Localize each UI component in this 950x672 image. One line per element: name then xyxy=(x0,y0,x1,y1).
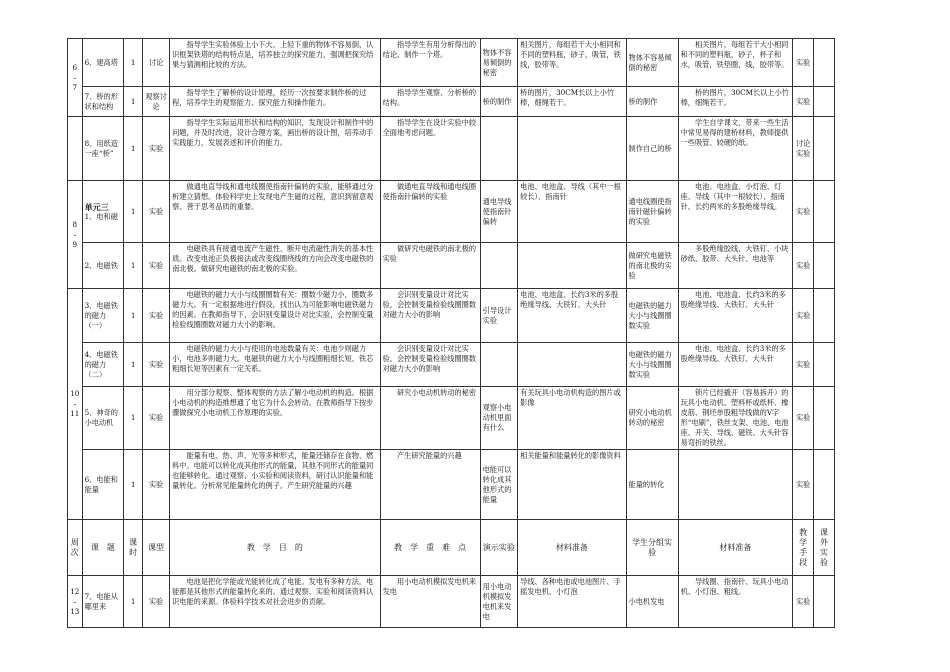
type-cell-text: 实验 xyxy=(148,260,164,270)
title-cell-text: 6、电能和能量 xyxy=(84,474,118,494)
key-cell xyxy=(380,387,480,450)
hours-cell xyxy=(124,181,143,243)
goal-cell-text: 指导学生实验体验上小下大、上轻下重的物体不容易倒，认识框架铁塔的结构特点是，培养独立的探究能力，强调把探究结果与猜测相比较的方法。 xyxy=(172,40,374,69)
group-mat-cell-text: 锁片已经撬开（容易拆开）的玩具小电动机、塑料杯或纸杯、橡皮筋、钢坯单股粗导线做的V字形“电刷”，铁丝支架、电池、电池座、开关、导线、磁铁、大头针容易弯折的铁丝。 xyxy=(680,388,789,447)
extra-cell xyxy=(814,576,835,628)
demo-mat-cell-text: 相关能量和能量转化的影像资料 xyxy=(520,451,621,460)
group-cell xyxy=(626,387,678,450)
demo-cell-text: 用小电动机模拟发电机来发电 xyxy=(482,581,512,621)
key-cell-text: 指导学生在设计实验中较全面地考虑问题。 xyxy=(382,118,477,137)
title-cell xyxy=(82,117,124,181)
group-mat-cell-text: 相关图片，每组若干大小相同和不同的塑料瓶，砂子，杯子和水，吸管，铁垫圈，线，胶带等。 xyxy=(680,40,789,69)
title-cell-text: 3、电磁铁的磁力（一） xyxy=(84,300,118,330)
key-cell xyxy=(380,39,480,87)
table-row xyxy=(68,181,835,243)
hours-cell-text: 1 xyxy=(130,596,136,606)
week-cell-text: 10 – 11 xyxy=(70,389,80,418)
header-extra xyxy=(814,520,835,576)
demo-mat-cell-text: 导线、各种电池或电池图片、手摇发电机、小灯泡 xyxy=(520,577,621,596)
goal-cell-text: 指导学生了解桥的设计原理，经历一次按要求制作桥的过程，培养学生的观察能力、探究能力和操作能力。 xyxy=(172,88,367,107)
key-cell-text: 会识别变量设计对比实验，会控制变量检验线圈圈数对磁力大小的影响 xyxy=(382,290,477,319)
hours-cell xyxy=(124,87,143,117)
type-cell-text: 实验 xyxy=(148,359,164,369)
group-cell xyxy=(626,39,678,87)
goal-cell xyxy=(170,181,381,243)
goal-cell xyxy=(170,289,381,343)
hours-cell-text: 1 xyxy=(130,310,136,320)
key-cell xyxy=(380,576,480,628)
demo-cell-text: 引导设计实验 xyxy=(482,305,512,325)
means-cell xyxy=(793,450,814,520)
extra-cell xyxy=(814,343,835,387)
header-demo xyxy=(480,520,518,576)
group-cell-text: 桥的制作 xyxy=(628,96,658,106)
group-mat-cell xyxy=(678,576,793,628)
goal-cell xyxy=(170,576,381,628)
extra-cell xyxy=(814,117,835,181)
means-cell-text: 实验 xyxy=(795,359,811,369)
demo-cell-text: 通电导线使指南针偏转 xyxy=(482,196,512,226)
group-cell xyxy=(626,576,678,628)
goal-cell-text: 电磁铁具有接通电流产生磁性、断开电流磁性消失的基本性质。改变电池正负极接法或改变线圈绕线的方向会改变电磁铁的南北极。做研究电磁铁的南北极的实验。 xyxy=(172,244,374,273)
title-cell xyxy=(82,450,124,520)
goal-cell xyxy=(170,117,381,181)
means-cell xyxy=(793,39,814,87)
hours-cell xyxy=(124,117,143,181)
header-demo-text: 演示实验 xyxy=(482,542,515,552)
group-mat-cell-text: 桥的图片，30CM长以上小竹棒，细绳若干。 xyxy=(680,88,789,107)
table-row xyxy=(68,87,835,117)
type-cell-text: 实验 xyxy=(148,310,164,320)
type-cell xyxy=(143,39,170,87)
demo-cell xyxy=(480,243,518,289)
means-cell-text: 实验 xyxy=(795,260,811,270)
goal-cell-text: 电磁铁的磁力大小与使用的电池数量有关：电池少则磁力小，电池多则磁力大。电磁铁的磁力大小与线圈粗细长短、铁芯粗细长短等因素有一定关系。 xyxy=(172,344,374,373)
type-cell xyxy=(143,117,170,181)
group-mat-cell-text: 电池、电池盒、小灯泡、灯座、导线（其中一根较长）、指南针、长约两米的多股绝缘导线。 xyxy=(680,182,785,211)
key-cell xyxy=(380,87,480,117)
hours-cell xyxy=(124,387,143,450)
header-type xyxy=(143,520,170,576)
group-mat-cell-text: 多股绝缘胶线、大铁钉、小块砂纸、胶带、大头针、电池等 xyxy=(680,244,789,263)
goal-cell-text: 能量有电、热、声、光等多种形式，能量还储存在食物、燃料中。电能可以转化成其他形式的能量，其他不同形式的能量同也能够转化。通过观察、小实验和阅读资料，研讨认识能量和能量转化。分析常见能量转化的例子。产生研究能量的兴趣 xyxy=(172,451,374,490)
extra-cell xyxy=(814,450,835,520)
header-key xyxy=(380,520,480,576)
hours-cell xyxy=(124,289,143,343)
demo-mat-cell-text: 桥的图片，30CM长以上小竹棒，细绳若干。 xyxy=(520,88,615,107)
type-cell-text: 讨论 xyxy=(148,57,164,67)
table-row xyxy=(68,243,835,289)
means-cell xyxy=(793,87,814,117)
hours-cell-text: 1 xyxy=(130,260,136,270)
demo-mat-cell-text: 相关图片，每组若干大小相同和不同的塑料瓶，砂子，吸管，铁线，胶带等。 xyxy=(520,40,621,69)
group-cell xyxy=(626,289,678,343)
demo-cell xyxy=(480,87,518,117)
group-cell xyxy=(626,87,678,117)
demo-mat-cell xyxy=(518,343,626,387)
group-mat-cell-text: 电池、电池盒、长约3米的多股绝缘导线、大铁钉、大头针 xyxy=(680,290,786,309)
group-mat-cell-text: 导线圈、指南针、玩具小电动机、小灯泡、粗线。 xyxy=(680,577,789,596)
hours-cell-text: 1 xyxy=(130,57,136,67)
header-hours xyxy=(124,520,143,576)
goal-cell-text: 指导学生实际运用形状和结构的知识，发现设计和制作中的问题，并及时改进，设计合理方案，画出桥的设计图，培养动手实践能力，发展表述和评价的能力。 xyxy=(172,118,374,147)
means-cell-text: 实验 xyxy=(795,310,811,320)
title-cell xyxy=(82,181,124,243)
title-cell xyxy=(82,243,124,289)
type-cell xyxy=(143,576,170,628)
key-cell xyxy=(380,343,480,387)
hours-cell-text: 1 xyxy=(130,143,136,153)
extra-cell xyxy=(814,181,835,243)
group-mat-cell-text: 学生自学课文，带来一些生活中常见易得的建桥材料，教师提供一些吸管、较硬的纸。 xyxy=(680,118,789,147)
header-goal xyxy=(170,520,381,576)
group-mat-cell xyxy=(678,39,793,87)
table-row xyxy=(68,343,835,387)
means-cell-text: 讨论实验 xyxy=(795,138,811,158)
group-mat-cell xyxy=(678,117,793,181)
week-cell-text: 6 – 7 xyxy=(72,62,78,92)
title-cell xyxy=(82,387,124,450)
header-week xyxy=(68,520,83,576)
type-cell xyxy=(143,181,170,243)
demo-cell xyxy=(480,576,518,628)
goal-cell xyxy=(170,87,381,117)
header-group xyxy=(626,520,678,576)
header-demo-mat-text: 材料准备 xyxy=(555,542,588,552)
group-cell-text: 做研究电磁铁的南北极的实验 xyxy=(628,250,672,280)
extra-cell xyxy=(814,243,835,289)
header-title xyxy=(82,520,124,576)
hours-cell-text: 1 xyxy=(130,359,136,369)
demo-mat-cell xyxy=(518,117,626,181)
header-demo-mat xyxy=(518,520,626,576)
group-mat-cell-text: 电池、电池盒、长约3米的多股绝缘导线、大铁钉、大头针 xyxy=(680,344,786,363)
hours-cell xyxy=(124,450,143,520)
header-hours-text: 课时 xyxy=(129,537,138,557)
group-cell xyxy=(626,450,678,520)
means-cell-text: 实验 xyxy=(795,413,811,422)
demo-mat-cell xyxy=(518,387,626,450)
demo-cell xyxy=(480,289,518,343)
demo-cell xyxy=(480,39,518,87)
week-cell-text: 12 – 13 xyxy=(70,586,80,616)
extra-cell xyxy=(814,87,835,117)
group-mat-cell xyxy=(678,87,793,117)
demo-mat-cell xyxy=(518,289,626,343)
demo-cell xyxy=(480,181,518,243)
demo-mat-cell xyxy=(518,181,626,243)
header-group-text: 学生分组实验 xyxy=(632,537,673,557)
demo-cell-text: 物体不容易倾倒的秘密 xyxy=(482,47,512,77)
type-cell-text: 观察讨论 xyxy=(145,91,167,111)
key-cell-text: 用小电动机模拟发电机来发电 xyxy=(382,577,477,596)
title-cell xyxy=(82,39,124,87)
type-cell xyxy=(143,343,170,387)
demo-mat-cell-text: 电池、电池盒、导线（其中一根较长）、指南针 xyxy=(520,182,621,201)
group-cell-text: 通电线圈使指南针磁针偏转的实验 xyxy=(628,196,672,226)
group-mat-cell xyxy=(678,450,793,520)
means-cell xyxy=(793,289,814,343)
demo-cell xyxy=(480,343,518,387)
week-cell xyxy=(68,289,83,520)
extra-cell xyxy=(814,387,835,450)
unit-heading: 单元三 xyxy=(84,201,109,212)
type-cell-text: 实验 xyxy=(148,596,164,606)
header-type-text: 课型 xyxy=(148,542,165,552)
table-row xyxy=(68,117,835,181)
key-cell-text: 指导学生有用分析得出的结论，制作一个塔。 xyxy=(382,40,477,59)
title-cell-text: 6、建高塔 xyxy=(84,57,118,67)
means-cell xyxy=(793,181,814,243)
group-cell-text: 能量的转化 xyxy=(628,479,665,489)
means-cell xyxy=(793,117,814,181)
hours-cell-text: 1 xyxy=(130,96,136,106)
extra-cell xyxy=(814,39,835,87)
goal-cell xyxy=(170,343,381,387)
title-cell-text: 5、神奇的小电动机 xyxy=(84,408,118,427)
header-means-text: 教学手段 xyxy=(799,527,808,567)
means-cell xyxy=(793,387,814,450)
demo-mat-cell xyxy=(518,39,626,87)
group-cell xyxy=(626,243,678,289)
goal-cell-text: 电磁铁的磁力大小与线圈圈数有关：圈数少磁力小，圈数多磁力大。有一定根据地进行假设，找出认为可能影响电磁铁磁力的因素。在教师指导下，会识别变量设计对比实验，会控制变量检验线圈圈数对磁力大小的影响。 xyxy=(172,290,374,329)
header-group-mat-text: 材料准备 xyxy=(719,542,752,552)
week-cell xyxy=(68,576,83,628)
goal-cell-text: 做通电直导线和通电线圈使指南针偏转的实验，能够通过分析建立猜想。体验科学史上发现电产生磁的过程，意识到留意观察、善于思考品质的重要。 xyxy=(172,182,374,211)
demo-cell-text: 观察小电动机里面有什么 xyxy=(482,403,512,432)
group-cell-text: 研究小电动机转动的秘密 xyxy=(628,408,672,427)
type-cell xyxy=(143,87,170,117)
title-cell xyxy=(82,343,124,387)
demo-cell xyxy=(480,450,518,520)
group-mat-cell xyxy=(678,343,793,387)
hours-cell xyxy=(124,576,143,628)
table-row xyxy=(68,39,835,87)
demo-cell xyxy=(480,387,518,450)
demo-cell xyxy=(480,117,518,181)
group-mat-cell xyxy=(678,243,793,289)
key-cell-text: 产生研究能量的兴趣 xyxy=(396,451,462,460)
key-cell-text: 做通电直导线和通电线圈使指南针偏转的实验 xyxy=(382,182,477,201)
table-row xyxy=(68,576,835,628)
title-cell-text: 2、电磁铁 xyxy=(84,260,118,270)
group-cell-text: 电磁铁的磁力大小与线圈圈数实验 xyxy=(628,349,672,379)
key-cell xyxy=(380,289,480,343)
group-mat-cell xyxy=(678,387,793,450)
goal-cell xyxy=(170,39,381,87)
demo-mat-cell xyxy=(518,576,626,628)
group-mat-cell xyxy=(678,181,793,243)
title-cell xyxy=(82,87,124,117)
group-mat-cell xyxy=(678,289,793,343)
means-cell-text: 实验 xyxy=(795,206,811,216)
key-cell-text: 做研究电磁铁的南北极的实验 xyxy=(382,244,477,263)
group-cell-text: 制作自己的桥 xyxy=(628,143,672,153)
means-cell-text: 实验 xyxy=(795,596,811,606)
group-cell-text: 电磁铁的磁力大小与线圈圈数实验 xyxy=(628,300,672,330)
type-cell xyxy=(143,243,170,289)
type-cell-text: 实验 xyxy=(148,413,164,422)
hours-cell xyxy=(124,343,143,387)
header-group-mat xyxy=(678,520,793,576)
lesson-plan-table xyxy=(67,38,835,628)
group-cell xyxy=(626,117,678,181)
hours-cell-text: 1 xyxy=(130,479,136,489)
means-cell xyxy=(793,243,814,289)
demo-cell-text: 桥的制作 xyxy=(482,96,512,106)
group-cell-text: 小电机发电 xyxy=(628,596,665,606)
header-key-text: 教 学 重 难 点 xyxy=(394,542,467,552)
lesson-title: 1、电和磁 xyxy=(84,211,118,221)
header-row xyxy=(68,520,835,576)
table-row xyxy=(68,450,835,520)
means-cell xyxy=(793,343,814,387)
means-cell-text: 实验 xyxy=(795,57,811,67)
goal-cell-text: 电池是把化学能或光能转化成了电能。发电有多种方法。电能都是其他形式的能量转化来的。通过观察、实验和阅读资料认识电能的来源。体验科学技术对社会进步的贡献。 xyxy=(172,577,374,606)
hours-cell-text: 1 xyxy=(130,413,136,422)
title-cell xyxy=(82,289,124,343)
title-cell-text: 7、桥的形状和结构 xyxy=(84,91,118,111)
group-cell xyxy=(626,343,678,387)
demo-mat-cell-text: 有关玩具小电动机构造的图片或影像 xyxy=(520,388,621,407)
means-cell-text: 实验 xyxy=(795,96,811,106)
table-row xyxy=(68,387,835,450)
key-cell xyxy=(380,450,480,520)
type-cell-text: 实验 xyxy=(148,143,164,153)
goal-cell xyxy=(170,450,381,520)
key-cell xyxy=(380,181,480,243)
type-cell xyxy=(143,289,170,343)
hours-cell-text: 1 xyxy=(130,206,136,216)
goal-cell-text: 用分部分观察、整体观察的方法了解小电动机的构造。根据小电动机的构造推想通了电它为什么会转动。在教师指导下按步骤做探究小电动机工作原理的实验。 xyxy=(172,388,374,417)
extra-cell xyxy=(814,289,835,343)
goal-cell xyxy=(170,387,381,450)
means-cell-text: 实验 xyxy=(795,479,811,489)
demo-mat-cell xyxy=(518,243,626,289)
means-cell xyxy=(793,576,814,628)
title-cell-text: 8、用纸造一座“桥” xyxy=(84,138,118,158)
demo-cell-text: 电能可以转化成其他形式的能量 xyxy=(482,464,512,504)
table-row xyxy=(68,289,835,343)
header-title-text: 课 题 xyxy=(90,542,115,552)
demo-mat-cell-text: 电池、电池盒、长约3米的多股绝缘导线、大铁钉、大头针 xyxy=(520,290,619,309)
title-cell-text: 7、电能从哪里来 xyxy=(84,591,118,611)
group-cell xyxy=(626,181,678,243)
week-cell xyxy=(68,39,83,117)
type-cell xyxy=(143,387,170,450)
header-goal-text: 教 学 目 的 xyxy=(246,542,303,552)
title-cell xyxy=(82,576,124,628)
type-cell-text: 实验 xyxy=(148,479,164,489)
header-week-text: 周次 xyxy=(70,537,79,557)
key-cell xyxy=(380,117,480,181)
demo-mat-cell xyxy=(518,450,626,520)
key-cell-text: 会识别变量设计对比实验，会控制变量检验线圈圈数对磁力大小的影响 xyxy=(382,344,477,373)
goal-cell xyxy=(170,243,381,289)
key-cell-text: 指导学生观察、分析桥的结构。 xyxy=(382,88,477,107)
key-cell xyxy=(380,243,480,289)
demo-mat-cell xyxy=(518,87,626,117)
type-cell xyxy=(143,450,170,520)
header-means xyxy=(793,520,814,576)
key-cell-text: 研究小电动机转动的秘密 xyxy=(396,388,477,397)
hours-cell xyxy=(124,39,143,87)
week-cell-text: 8 – 9 xyxy=(72,219,78,249)
week-cell xyxy=(68,117,83,181)
header-extra-text: 课外实验 xyxy=(820,527,829,567)
type-cell-text: 实验 xyxy=(148,206,164,216)
week-cell xyxy=(68,181,83,289)
group-cell-text: 物体不容易倾倒的秘密 xyxy=(628,52,672,72)
hours-cell xyxy=(124,243,143,289)
title-cell-text: 4、电磁铁的磁力（二） xyxy=(84,349,118,379)
